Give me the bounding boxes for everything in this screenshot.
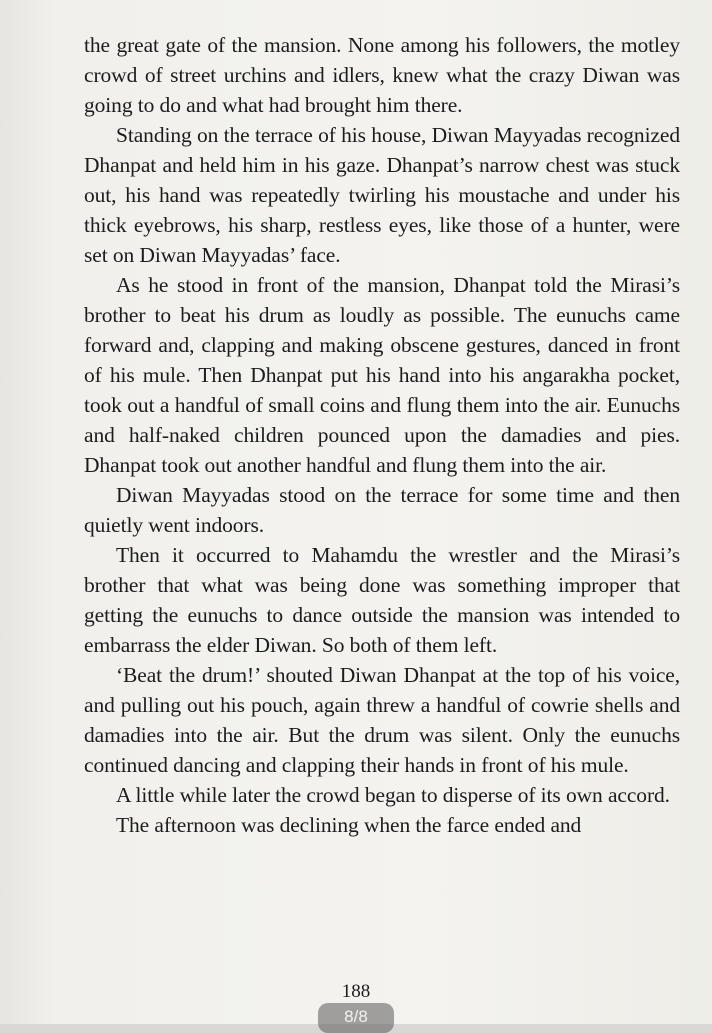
paragraph-3: As he stood in front of the mansion, Dhanpat told the Mirasi’s brother to beat his drum as loudly as possible. The eunuchs came forward and, clapping and making obscene gestures, danced in front of his mule. Then Dhanpat put his hand into his angarakha pocket, took out a handful of small coins and flung them into the air. Eunuchs and half-naked children pounced upon the damadies and pies. Dhanpat took out another handful and flung them into the air.	[84, 273, 680, 477]
paragraph-6: ‘Beat the drum!’ shouted Diwan Dhanpat at the top of his voice, and pulling out his pouch, again threw a handful of cowrie shells and damadies into the air. But the drum was silent. Only the eunuchs continued dancing and clapping their hands in front of his mule.	[84, 663, 680, 777]
paragraph-2: Standing on the terrace of his house, Diwan Mayyadas recognized Dhanpat and held him in his gaze. Dhanpat’s narrow chest was stuck out, his hand was repeatedly twirling his moustache and under his thick eyebrows, his sharp, restless eyes, like those of a hunter, were set on Diwan Mayyadas’ face.	[84, 123, 680, 267]
paragraph-4: Diwan Mayyadas stood on the terrace for some time and then quietly went indoors.	[84, 483, 680, 537]
page-body-text	[84, 30, 680, 840]
paragraph-1: the great gate of the mansion. None among his followers, the motley crowd of street urchins and idlers, knew what the crazy Diwan was going to do and what had brought him there.	[84, 33, 680, 117]
paragraph-7: A little while later the crowd began to disperse of its own accord.	[116, 783, 670, 807]
paragraph-5: Then it occurred to Mahamdu the wrestler and the Mirasi’s brother that what was being done was something improper that getting the eunuchs to dance outside the mansion was intended to embarrass the elder Diwan. So both of them left.	[84, 543, 680, 657]
page-indicator-badge[interactable]: 8/8	[318, 1003, 394, 1033]
paragraph-8: The afternoon was declining when the farce ended and	[116, 813, 582, 837]
page-number: 188	[341, 981, 371, 1002]
